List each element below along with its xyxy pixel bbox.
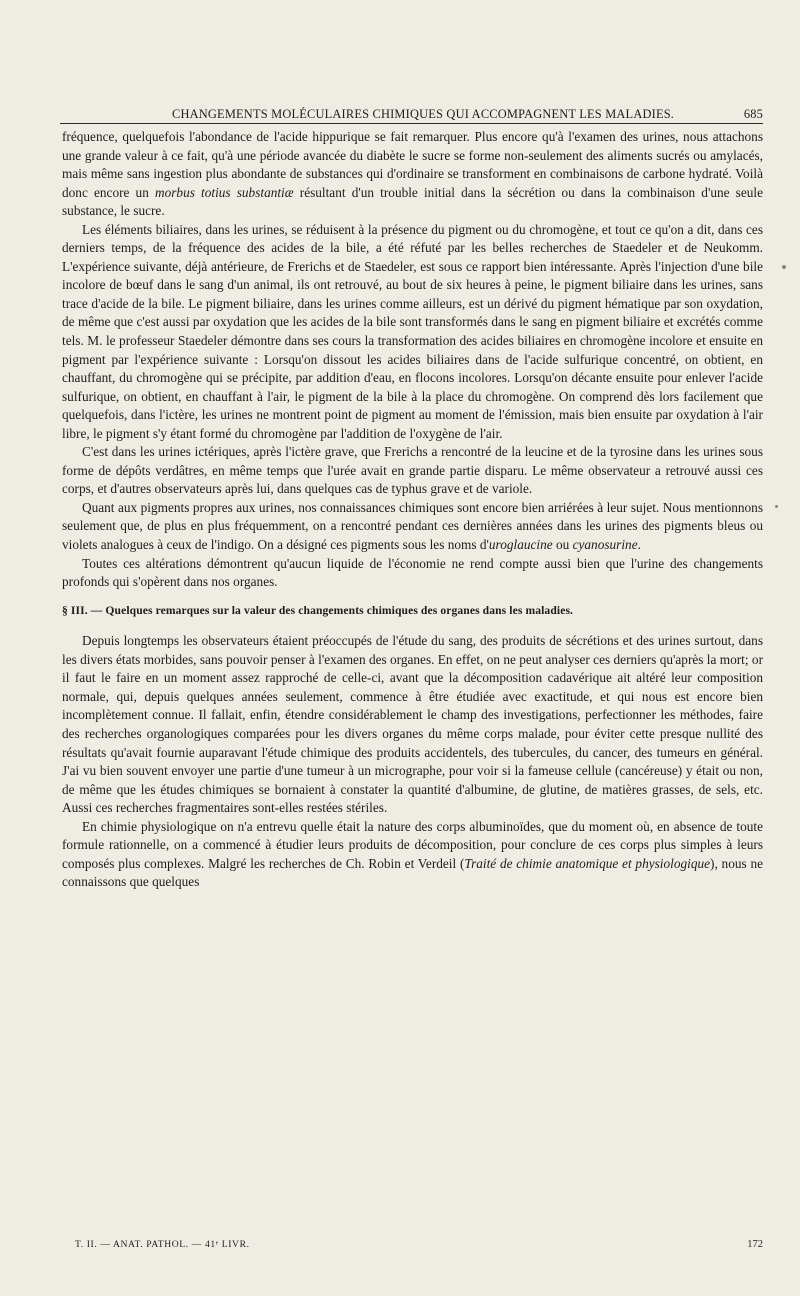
paragraph-1: fréquence, quelquefois l'abondance de l'acide hippurique se fait remarquer. Plus encore qu'à l'examen des urines, nous attachons une grande valeur à ce fait, qu'à une période avancée du diabète le sucre se forme non-seulement des aliments sucrés ou amylacés, mais même sans ingestion plus abondante de substances qui d'ordinaire se transforment en combinaisons de carbone hydraté. Voilà donc encore un morbus totius substantiæ résultant d'un trouble initial dans la sécrétion ou dans la combinaison d'une seule substance, le sucre. — [62, 129, 763, 219]
paragraph-3: C'est dans les urines ictériques, après l'ictère grave, que Frerichs a rencontré de la leucine et de la tyrosine dans les urines sous forme de dépôts verdâtres, en même temps que l'urée avait en grande partie disparu. Le même observateur a retrouvé aussi ces corps, et d'autres observateurs après lui, dans quelques cas de typhus grave et de variole. — [62, 444, 763, 497]
page-number: 685 — [743, 107, 763, 121]
margin-speck — [775, 505, 778, 508]
page-footer — [75, 1239, 763, 1255]
margin-speck — [782, 265, 786, 269]
body-text — [62, 128, 763, 892]
section-heading: § III. — Quelques remarques sur la valeur des changements chimiques des organes dans les maladies. — [62, 603, 574, 617]
paragraph-4: Quant aux pigments propres aux urines, nos connaissances chimiques sont encore bien arriérées à leur sujet. Nous mentionnons seulement que, de plus en plus fréquemment, on a rencontré pendant ces dernières années dans les urines des pigments bleus ou violets analogues à ceux de l'indigo. On a désigné ces pigments sous les noms d'uroglaucine ou cyanosurine. — [62, 499, 763, 553]
term-uroglaucine: uroglaucine — [488, 537, 553, 553]
footer-signature: T. II. — ANAT. PATHOL. — 41ᵉ LIVR. — [75, 1239, 250, 1250]
book-title: Traité de chimie anatomique et physiologique — [464, 855, 711, 871]
paragraph-5: Toutes ces altérations démontrent qu'aucun liquide de l'économie ne rend compte aussi bien que l'urine des changements profonds qui s'opèrent dans nos organes. — [62, 555, 763, 590]
paragraph-2: Les éléments biliaires, dans les urines, se réduisent à la présence du pigment ou du chromogène, et tout ce qu'on a dit, dans ces derniers temps, de la fréquence des acides de la bile, a été réfuté par les belles recherches de Staedeler et de Neukomm. L'expérience suivante, déjà antérieure, de Frerichs et de Staedeler, est sous ce rapport bien intéressante. Après l'injection d'une bile incolore de bœuf dans le sang d'un animal, ils ont retrouvé, au bout de six heures à peine, le pigment biliaire dans les urines, sans trace d'acide de la bile. Le pigment biliaire, dans les urines comme ailleurs, est un dérivé du pigment hématique par son oxydation, de même que c'est aussi par oxydation que les acides de la bile sont transformés dans le sang en pigment biliaire et excrétés comme tels. M. le professeur Staedeler démontre dans ses cours la transformation des acides biliaires en chromogène incolore et ensuite en pigment par l'expérience suivante : Lorsqu'on dissout les acides biliaires dans de l'acide sulfurique concentré, on obtient, en chauffant, du chromogène qui se précipite, par addition d'eau, en flocons incolores. Lorsqu'on décante ensuite pour enlever l'acide sulfurique, on obtient, en chauffant à l'air, le pigment de la bile à la place du chromogène. On comprend dès lors facilement que quelquefois, dans l'ictère, les urines ne montrent point de pigment au moment de l'émission, mais bien ensuite par oxydation à l'air libre, le pigment s'y étant formé du chromogène par l'addition de l'oxygène de l'air. — [62, 221, 763, 441]
term-cyanosurine: cyanosurine — [572, 537, 638, 553]
header-rule — [60, 123, 763, 124]
latin-phrase: morbus totius substantiæ — [155, 184, 294, 200]
sheet-number: 172 — [747, 1239, 763, 1250]
paragraph-6: Depuis longtemps les observateurs étaient préoccupés de l'étude du sang, des produits de sécrétions et des urines surtout, dans les divers états morbides, sans pouvoir penser à l'examen des organes. En effet, on ne peut analyser ces derniers qu'après la mort; or il faut le faire en un moment assez rapproché de celle-ci, avant que la décomposition cadavérique ait altéré leur composition normale, qui, depuis quelques années seulement, commence à être étudiée avec exactitude, et qui nous est encore bien incomplètement connue. Il fallait, enfin, étendre considérablement le champ des investigations, perfectionner les méthodes, faire des recherches organologiques comparées pour les divers organes du même corps malade, pour éviter cette presque nullité des résultats qu'avait fournie auparavant l'étude chimique des produits accidentels, des tubercules, du cancer, des tumeurs en général. J'ai vu bien souvent envoyer une partie d'une tumeur à un micrographe, pour voir si la fameuse cellule (cancéreuse) y était ou non, de même que les études chimiques se bornaient à constater la quantité d'albumine, de glutine, de matières grasses, de sels, etc. Aussi ces recherches fragmentaires sont-elles restées stériles. — [62, 633, 763, 816]
paragraph-7: En chimie physiologique on n'a entrevu quelle était la nature des corps albuminoïdes, que du moment où, en absence de toute formule rationnelle, on a commencé à étudier leurs produits de décomposition, pour conclure de ces corps plus simples à leurs composés plus complexes. Malgré les recherches de Ch. Robin et Verdeil (Traité de chimie anatomique et physiologique), nous ne connaissons que quelques — [62, 818, 764, 890]
running-title: CHANGEMENTS MOLÉCULAIRES CHIMIQUES QUI ACCOMPAGNENT LES MALADIES. — [172, 107, 675, 121]
